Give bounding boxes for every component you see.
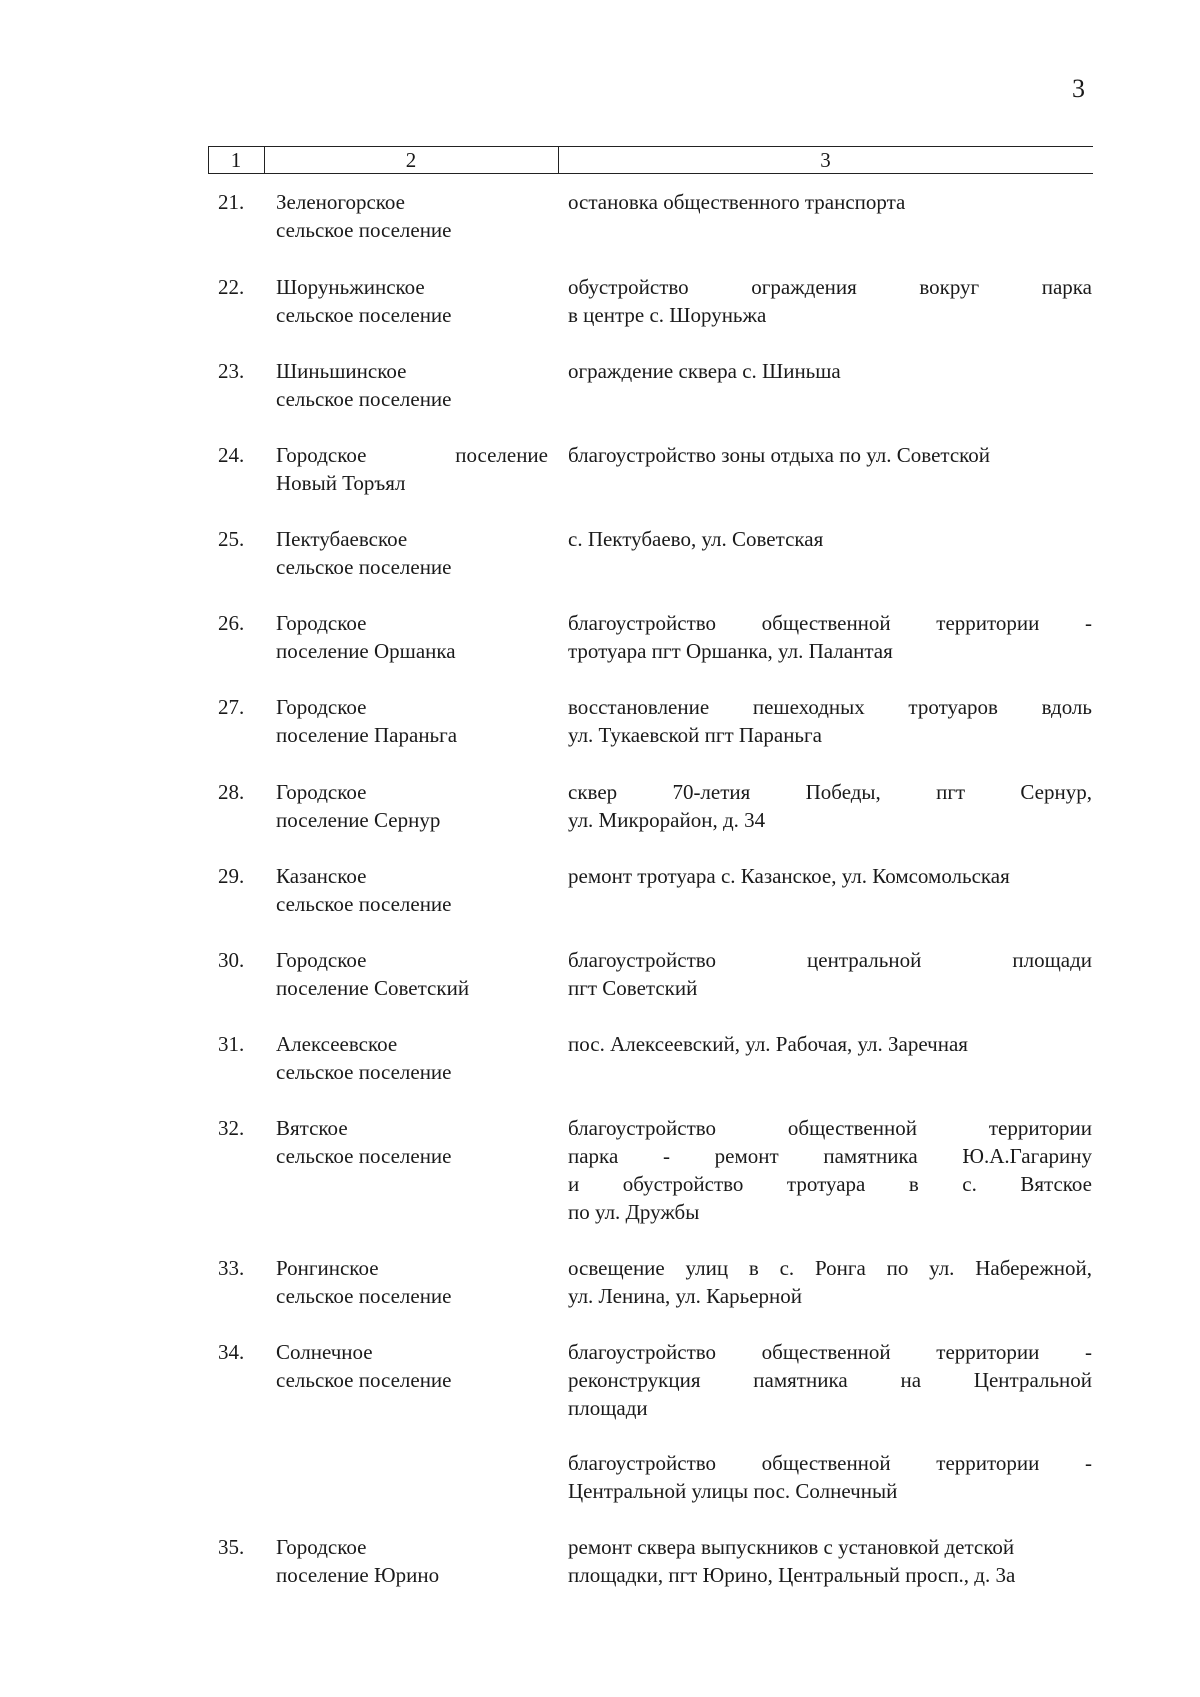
settlement-name-line: Городское [276, 695, 367, 719]
settlement-name [276, 1254, 548, 1310]
row-number: 33. [218, 1256, 245, 1280]
settlement-name-line: поселение Сернур [276, 808, 441, 832]
project-description [568, 1114, 1092, 1226]
settlement-name-line: сельское поселение [276, 1060, 452, 1084]
settlement-name [276, 441, 548, 497]
description-line: тротуара пгт Оршанка, ул. Палантая [568, 639, 893, 663]
project-description [568, 693, 1092, 749]
description-line: благоустройство общественной территории - [568, 1451, 1092, 1475]
row-number: 21. [218, 190, 245, 214]
row-number: 32. [218, 1116, 245, 1140]
description-line: с. Пектубаево, ул. Советская [568, 527, 824, 551]
settlement-name-line: сельское поселение [276, 892, 452, 916]
project-description [568, 862, 1092, 890]
description-line: благоустройство зоны отдыха по ул. Советской [568, 443, 991, 467]
settlement-name-line: сельское поселение [276, 1284, 452, 1308]
settlement-name-line: сельское поселение [276, 1368, 452, 1392]
settlement-name-line: Городское [276, 1535, 367, 1559]
row-number: 25. [218, 527, 245, 551]
project-description [568, 778, 1092, 834]
settlement-name [276, 862, 548, 918]
description-line: в центре с. Шоруньжа [568, 303, 767, 327]
project-description [568, 946, 1092, 1002]
settlement-name [276, 609, 548, 665]
settlement-name-line: Городское поселение [276, 443, 548, 467]
description-line: ограждение сквера с. Шиньша [568, 359, 841, 383]
settlement-name-line: Казанское [276, 864, 367, 888]
description-line: пос. Алексеевский, ул. Рабочая, ул. Заречная [568, 1032, 968, 1056]
settlement-name [276, 1030, 548, 1086]
project-description [568, 525, 1092, 553]
settlement-name-line: поселение Оршанка [276, 639, 456, 663]
description-line: пгт Советский [568, 976, 698, 1000]
settlement-name-line: поселение Советский [276, 976, 470, 1000]
column-header-2: 2 [405, 148, 417, 172]
description-line: Центральной улицы пос. Солнечный [568, 1479, 898, 1503]
settlement-name-line: Пектубаевское [276, 527, 408, 551]
row-number: 26. [218, 611, 245, 635]
description-line: и обустройство тротуара в с. Вятское [568, 1172, 1092, 1196]
settlement-name-line: сельское поселение [276, 1144, 452, 1168]
row-number: 28. [218, 780, 245, 804]
project-description [568, 1030, 1092, 1058]
header-bottom-rule [208, 173, 1093, 174]
settlement-name-line: Алексеевское [276, 1032, 398, 1056]
description-line: обустройство ограждения вокруг парка [568, 275, 1092, 299]
settlement-name [276, 273, 548, 329]
settlement-name [276, 1338, 548, 1394]
settlement-name [276, 357, 548, 413]
project-description [568, 188, 1092, 216]
settlement-name [276, 188, 548, 244]
row-number: 23. [218, 359, 245, 383]
page-number: 3 [1072, 74, 1085, 103]
settlement-name-line: Вятское [276, 1116, 348, 1140]
settlement-name-line: сельское поселение [276, 303, 452, 327]
description-line: ул. Тукаевской пгт Параньга [568, 723, 822, 747]
row-number: 22. [218, 275, 245, 299]
settlement-name [276, 1114, 548, 1170]
description-line: площади [568, 1396, 648, 1420]
settlement-name-line: поселение Юрино [276, 1563, 440, 1587]
description-line: реконструкция памятника на Центральной [568, 1368, 1092, 1392]
settlement-name [276, 525, 548, 581]
settlement-name [276, 778, 548, 834]
project-description [568, 1449, 1092, 1505]
project-description [568, 273, 1092, 329]
settlement-name-line: Шиньшинское [276, 359, 407, 383]
table-header [208, 146, 1093, 174]
description-line: ул. Ленина, ул. Карьерной [568, 1284, 802, 1308]
settlement-name [276, 946, 548, 1002]
row-number: 30. [218, 948, 245, 972]
settlement-name-line: сельское поселение [276, 218, 452, 242]
description-line: ремонт тротуара с. Казанское, ул. Комсомольская [568, 864, 1010, 888]
description-line: по ул. Дружбы [568, 1200, 700, 1224]
description-line: освещение улиц в с. Ронга по ул. Набережной, [568, 1256, 1092, 1280]
settlement-name-line: поселение Параньга [276, 723, 458, 747]
project-description [568, 609, 1092, 665]
description-line: сквер 70-летия Победы, пгт Сернур, [568, 780, 1092, 804]
project-description [568, 357, 1092, 385]
settlement-name-line: Городское [276, 780, 367, 804]
column-header-1: 1 [230, 148, 242, 172]
row-number: 29. [218, 864, 245, 888]
settlement-name-line: сельское поселение [276, 387, 452, 411]
settlement-name-line: Ронгинское [276, 1256, 379, 1280]
description-line: восстановление пешеходных тротуаров вдоль [568, 695, 1092, 719]
row-number: 34. [218, 1340, 245, 1364]
description-line: площадки, пгт Юрино, Центральный просп., д. 3а [568, 1563, 1016, 1587]
settlement-name-line: Городское [276, 611, 367, 635]
description-line: благоустройство центральной площади [568, 948, 1092, 972]
description-line: благоустройство общественной территории - [568, 1340, 1092, 1364]
settlement-name-line: Новый Торъял [276, 471, 406, 495]
settlement-name-line: Зеленогорское [276, 190, 406, 214]
description-line: парка - ремонт памятника Ю.А.Гагарину [568, 1144, 1092, 1168]
row-number: 24. [218, 443, 245, 467]
description-line: остановка общественного транспорта [568, 190, 906, 214]
row-number: 31. [218, 1032, 245, 1056]
description-line: благоустройство общественной территории - [568, 611, 1092, 635]
settlement-name [276, 1533, 548, 1589]
project-description [568, 441, 1092, 469]
project-description [568, 1338, 1092, 1422]
settlement-name [276, 693, 548, 749]
description-line: ул. Микрорайон, д. 34 [568, 808, 766, 832]
description-line: ремонт сквера выпускников с установкой детской [568, 1535, 1015, 1559]
project-description [568, 1533, 1092, 1589]
settlement-name-line: Солнечное [276, 1340, 373, 1364]
settlement-name-line: сельское поселение [276, 555, 452, 579]
description-line: благоустройство общественной территории [568, 1116, 1092, 1140]
column-header-3: 3 [820, 148, 831, 172]
row-number: 27. [218, 695, 245, 719]
row-number: 35. [218, 1535, 245, 1559]
settlement-name-line: Городское [276, 948, 367, 972]
settlement-name-line: Шоруньжинское [276, 275, 425, 299]
project-description [568, 1254, 1092, 1310]
